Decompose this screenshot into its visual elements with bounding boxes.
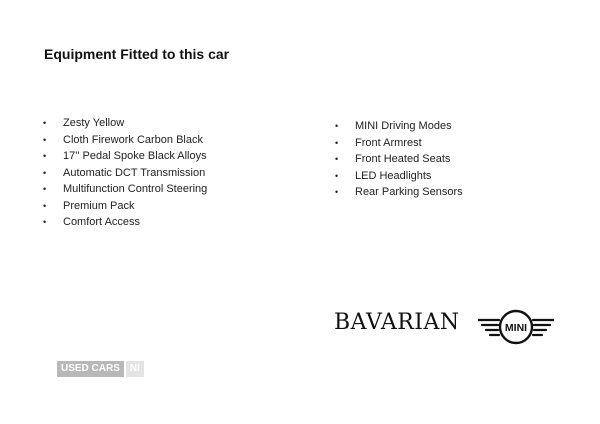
list-item: • 17'' Pedal Spoke Black Alloys <box>43 148 207 165</box>
equipment-list-right <box>335 118 463 201</box>
list-item: • MINI Driving Modes <box>335 118 463 135</box>
used-cars-badge <box>57 361 144 377</box>
list-item: • Zesty Yellow <box>43 115 207 132</box>
list-item: • Comfort Access <box>43 214 207 231</box>
page-title: Equipment Fitted to this car <box>44 46 230 62</box>
list-item: • Front Heated Seats <box>335 151 463 168</box>
equipment-list-left <box>43 115 207 231</box>
list-item: • Automatic DCT Transmission <box>43 165 207 182</box>
list-item: • Front Armrest <box>335 135 463 152</box>
list-item: • Multifunction Control Steering <box>43 181 207 198</box>
bavarian-logo-text: BAVARIAN <box>334 310 460 335</box>
list-item: • Rear Parking Sensors <box>335 184 463 201</box>
ni-label: NI <box>126 361 144 377</box>
list-item: • Premium Pack <box>43 198 207 215</box>
used-cars-label: USED CARS <box>57 361 124 377</box>
mini-logo-icon <box>478 309 554 347</box>
mini-logo-text: MINI <box>504 322 528 334</box>
list-item: • Cloth Firework Carbon Black <box>43 132 207 149</box>
list-item: • LED Headlights <box>335 168 463 185</box>
